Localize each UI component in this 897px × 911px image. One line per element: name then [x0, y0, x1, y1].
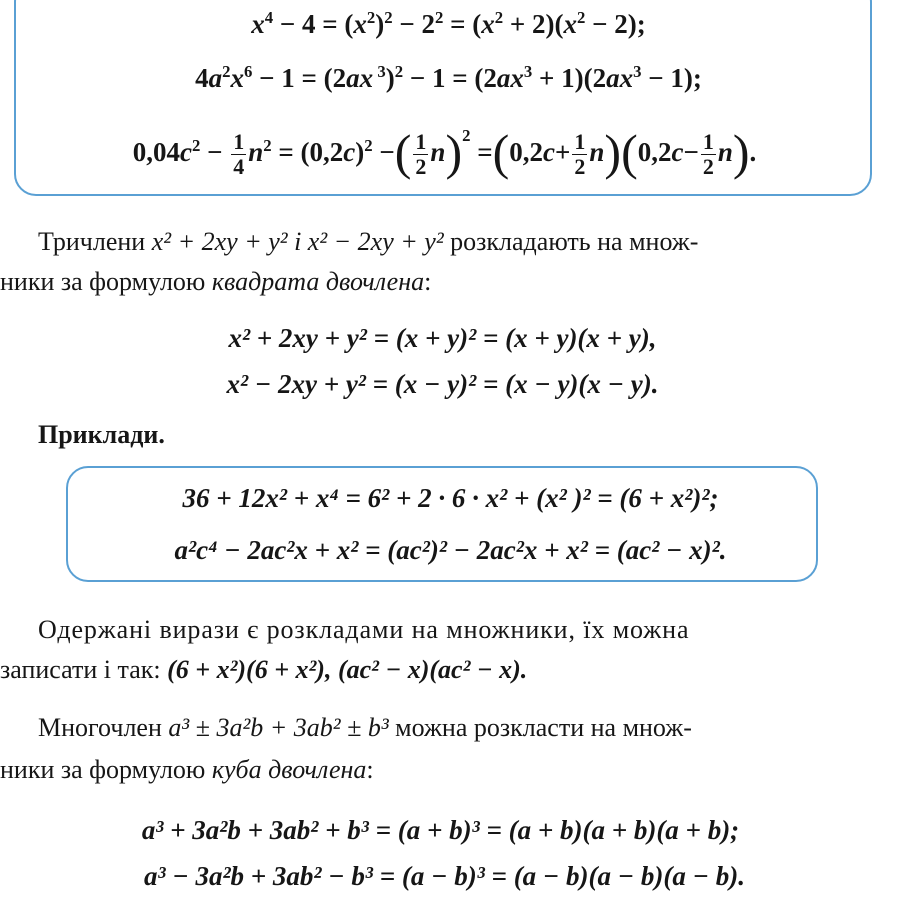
formula-cube-sum: a³ + 3a²b + 3ab² + b³ = (a + b)³ = (a + b)(a + b)(a + b); [141, 815, 740, 845]
example-a2c4: a²c⁴ − 2ac²x + x² = (ac²)² − 2ac²x + x² = (ac² − x)². [174, 535, 727, 565]
formula-x4-minus-4: $x^4 - 4 = (x^2)^2 - 2^2 = (x^2 + 2)(x^2 - 2)$; [251, 7, 646, 39]
fraction-1-2-b: $\frac{1}{2}$ [574, 129, 586, 180]
paragraph-line-1: Многочлен a³ ± 3a²b + 3ab² ± b³ можна розкласти на множ- [38, 713, 692, 742]
fraction-1-4: $\frac{1}{4}$ [233, 129, 245, 180]
formula-cube-difference: a³ − 3a²b + 3ab² − b³ = (a − b)³ = (a − b)(a − b)(a − b). [144, 861, 745, 891]
paragraph-line-1: Одержані вирази є розкладами на множники, їх можна [38, 615, 690, 644]
paragraph-line-2: ники за формулою куба двочлена: [0, 755, 374, 784]
paragraph-line-2: ники за формулою квадрата двочлена: [0, 267, 432, 296]
fraction-1-2-c: $\frac{1}{2}$ [702, 129, 714, 180]
paragraph-line-2: записати і так: (6 + x²)(6 + x²), (ac² − x)(ac² − x). [0, 655, 528, 684]
formula-square-difference: x² − 2xy + y² = (x − y)² = (x − y)(x − y). [226, 369, 659, 399]
examples-heading: Приклади. [38, 420, 165, 449]
formula-fraction-difference: $0,04c^2$ − $\frac{1}{4}$ $n^2 = (0,2c)^2$ −( $\frac{1}{2}$ n)$^2$ =(0,2c+ $\frac{1}{2}$ n)(0,2c− $\frac{1}{2}$ n). [132, 123, 757, 180]
fraction-1-2-a: $\frac{1}{2}$ [415, 129, 427, 180]
example-36-plus: 36 + 12x² + x⁴ = 6² + 2 · 6 · x² + (x² )² = (6 + x²)²; [182, 483, 719, 513]
paragraph-line-1: Тричлени x² + 2xy + y² і x² − 2xy + y² розкладають на множ- [38, 227, 699, 256]
formula-4a2x6-minus-1: $4a^2x^6 - 1 = (2ax$ $^3)^2 - 1 = (2ax^3 + 1)(2ax^3 - 1)$; [195, 61, 702, 93]
formula-square-sum: x² + 2xy + y² = (x + y)² = (x + y)(x + y), [228, 323, 657, 353]
